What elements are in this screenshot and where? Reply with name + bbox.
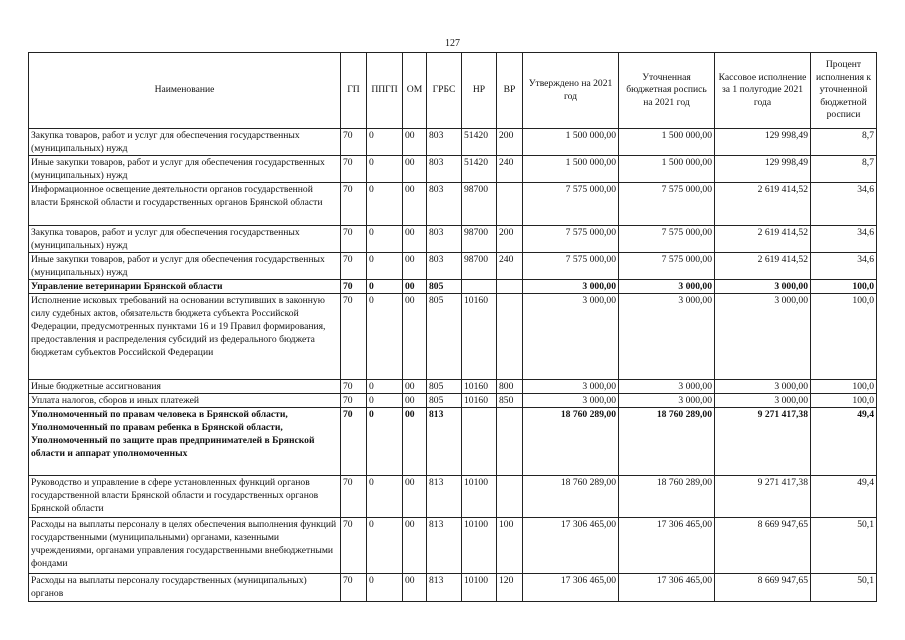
cell-col-nr: 98700 bbox=[462, 183, 497, 226]
cell-col-om: 00 bbox=[403, 156, 427, 183]
cell-col-vr: 850 bbox=[497, 394, 523, 408]
table-row bbox=[29, 408, 877, 476]
cell-col-ppgp: 0 bbox=[367, 183, 403, 226]
cell-col-refined: 17 306 465,00 bbox=[619, 574, 715, 602]
cell-col-approved: 1 500 000,00 bbox=[523, 129, 619, 156]
cell-col-ppgp: 0 bbox=[367, 156, 403, 183]
cell-col-gp: 70 bbox=[341, 183, 367, 226]
cell-col-ppgp: 0 bbox=[367, 518, 403, 574]
cell-col-approved: 1 500 000,00 bbox=[523, 156, 619, 183]
cell-col-cash: 2 619 414,52 bbox=[715, 183, 811, 226]
cell-col-refined: 3 000,00 bbox=[619, 380, 715, 394]
cell-col-grbs: 803 bbox=[427, 129, 462, 156]
cell-col-cash: 3 000,00 bbox=[715, 280, 811, 294]
cell-col-grbs: 803 bbox=[427, 226, 462, 253]
cell-col-nr: 10160 bbox=[462, 394, 497, 408]
cell-col-grbs: 813 bbox=[427, 408, 462, 476]
cell-col-percent: 8,7 bbox=[811, 156, 877, 183]
cell-col-percent: 8,7 bbox=[811, 129, 877, 156]
header-col-name: Наименование bbox=[29, 53, 341, 129]
cell-col-percent: 100,0 bbox=[811, 280, 877, 294]
cell-col-cash: 9 271 417,38 bbox=[715, 476, 811, 518]
cell-col-approved: 18 760 289,00 bbox=[523, 476, 619, 518]
table-row bbox=[29, 294, 877, 380]
table-row bbox=[29, 518, 877, 574]
cell-col-om: 00 bbox=[403, 280, 427, 294]
header-col-grbs: ГРБС bbox=[427, 53, 462, 129]
cell-col-vr bbox=[497, 476, 523, 518]
cell-col-vr: 200 bbox=[497, 226, 523, 253]
cell-col-ppgp: 0 bbox=[367, 476, 403, 518]
cell-col-name: Управление ветеринарии Брянской области bbox=[29, 280, 341, 294]
cell-col-ppgp: 0 bbox=[367, 226, 403, 253]
cell-col-approved: 3 000,00 bbox=[523, 394, 619, 408]
cell-col-om: 00 bbox=[403, 518, 427, 574]
cell-col-om: 00 bbox=[403, 408, 427, 476]
cell-col-cash: 3 000,00 bbox=[715, 380, 811, 394]
cell-col-approved: 7 575 000,00 bbox=[523, 226, 619, 253]
cell-col-approved: 3 000,00 bbox=[523, 380, 619, 394]
cell-col-name: Иные закупки товаров, работ и услуг для обеспечения государственных (муниципальных) нужд bbox=[29, 156, 341, 183]
cell-col-vr bbox=[497, 183, 523, 226]
cell-col-refined: 7 575 000,00 bbox=[619, 253, 715, 280]
cell-col-nr: 10160 bbox=[462, 294, 497, 380]
cell-col-percent: 49,4 bbox=[811, 408, 877, 476]
cell-col-vr bbox=[497, 408, 523, 476]
cell-col-ppgp: 0 bbox=[367, 294, 403, 380]
cell-col-percent: 100,0 bbox=[811, 380, 877, 394]
table-row bbox=[29, 476, 877, 518]
cell-col-vr: 120 bbox=[497, 574, 523, 602]
cell-col-cash: 8 669 947,65 bbox=[715, 574, 811, 602]
cell-col-name: Уполномоченный по правам человека в Брянской области, Уполномоченный по правам ребенка в Брянской области, Уполномоченный по защите прав предпринимателей в Брянской области и аппарат уполномоченных bbox=[29, 408, 341, 476]
cell-col-approved: 17 306 465,00 bbox=[523, 518, 619, 574]
cell-col-percent: 34,6 bbox=[811, 183, 877, 226]
table-row bbox=[29, 574, 877, 602]
cell-col-name: Иные бюджетные ассигнования bbox=[29, 380, 341, 394]
cell-col-refined: 1 500 000,00 bbox=[619, 156, 715, 183]
cell-col-cash: 2 619 414,52 bbox=[715, 253, 811, 280]
cell-col-refined: 18 760 289,00 bbox=[619, 476, 715, 518]
cell-col-grbs: 805 bbox=[427, 380, 462, 394]
cell-col-ppgp: 0 bbox=[367, 280, 403, 294]
cell-col-om: 00 bbox=[403, 183, 427, 226]
cell-col-nr: 51420 bbox=[462, 156, 497, 183]
cell-col-name: Информационное освещение деятельности органов государственной власти Брянской области и государственных органов Брянской области bbox=[29, 183, 341, 226]
cell-col-approved: 3 000,00 bbox=[523, 280, 619, 294]
cell-col-vr: 200 bbox=[497, 129, 523, 156]
cell-col-refined: 18 760 289,00 bbox=[619, 408, 715, 476]
cell-col-refined: 3 000,00 bbox=[619, 294, 715, 380]
table-row bbox=[29, 394, 877, 408]
header-col-refined: Уточненная бюджетная роспись на 2021 год bbox=[619, 53, 715, 129]
cell-col-ppgp: 0 bbox=[367, 253, 403, 280]
cell-col-name: Руководство и управление в сфере установленных функций органов государственной власти Брянской области и государственных органов Брянской области bbox=[29, 476, 341, 518]
header-col-approved: Утверждено на 2021 год bbox=[523, 53, 619, 129]
cell-col-om: 00 bbox=[403, 129, 427, 156]
cell-col-vr: 240 bbox=[497, 156, 523, 183]
cell-col-percent: 50,1 bbox=[811, 574, 877, 602]
cell-col-gp: 70 bbox=[341, 518, 367, 574]
cell-col-refined: 17 306 465,00 bbox=[619, 518, 715, 574]
cell-col-percent: 100,0 bbox=[811, 294, 877, 380]
cell-col-gp: 70 bbox=[341, 253, 367, 280]
header-col-vr: ВР bbox=[497, 53, 523, 129]
cell-col-grbs: 803 bbox=[427, 156, 462, 183]
cell-col-vr bbox=[497, 280, 523, 294]
cell-col-vr: 240 bbox=[497, 253, 523, 280]
cell-col-om: 00 bbox=[403, 476, 427, 518]
header-col-cash: Кассовое исполнение за 1 полугодие 2021 года bbox=[715, 53, 811, 129]
cell-col-gp: 70 bbox=[341, 156, 367, 183]
cell-col-nr: 51420 bbox=[462, 129, 497, 156]
cell-col-cash: 2 619 414,52 bbox=[715, 226, 811, 253]
cell-col-om: 00 bbox=[403, 380, 427, 394]
table-row bbox=[29, 380, 877, 394]
cell-col-gp: 70 bbox=[341, 476, 367, 518]
cell-col-vr bbox=[497, 294, 523, 380]
cell-col-cash: 129 998,49 bbox=[715, 129, 811, 156]
cell-col-grbs: 803 bbox=[427, 253, 462, 280]
cell-col-vr: 800 bbox=[497, 380, 523, 394]
header-col-nr: НР bbox=[462, 53, 497, 129]
cell-col-name: Иные закупки товаров, работ и услуг для обеспечения государственных (муниципальных) нужд bbox=[29, 253, 341, 280]
cell-col-om: 00 bbox=[403, 294, 427, 380]
cell-col-gp: 70 bbox=[341, 394, 367, 408]
cell-col-ppgp: 0 bbox=[367, 129, 403, 156]
cell-col-cash: 3 000,00 bbox=[715, 294, 811, 380]
header-col-ppgp: ППГП bbox=[367, 53, 403, 129]
cell-col-refined: 7 575 000,00 bbox=[619, 183, 715, 226]
cell-col-cash: 129 998,49 bbox=[715, 156, 811, 183]
cell-col-grbs: 805 bbox=[427, 294, 462, 380]
cell-col-gp: 70 bbox=[341, 408, 367, 476]
budget-table bbox=[28, 52, 877, 602]
cell-col-nr bbox=[462, 408, 497, 476]
cell-col-nr: 10100 bbox=[462, 574, 497, 602]
cell-col-gp: 70 bbox=[341, 226, 367, 253]
cell-col-percent: 34,6 bbox=[811, 253, 877, 280]
cell-col-nr: 10100 bbox=[462, 518, 497, 574]
cell-col-nr: 10100 bbox=[462, 476, 497, 518]
cell-col-gp: 70 bbox=[341, 280, 367, 294]
table-row bbox=[29, 253, 877, 280]
cell-col-om: 00 bbox=[403, 253, 427, 280]
cell-col-percent: 50,1 bbox=[811, 518, 877, 574]
cell-col-name: Закупка товаров, работ и услуг для обеспечения государственных (муниципальных) нужд bbox=[29, 129, 341, 156]
table-row bbox=[29, 129, 877, 156]
cell-col-ppgp: 0 bbox=[367, 408, 403, 476]
cell-col-cash: 3 000,00 bbox=[715, 394, 811, 408]
cell-col-ppgp: 0 bbox=[367, 394, 403, 408]
cell-col-name: Расходы на выплаты персоналу в целях обеспечения выполнения функций государственными (муниципальными) органами, казенными учреждениями, органами управления государственными внебюджетными фондами bbox=[29, 518, 341, 574]
cell-col-gp: 70 bbox=[341, 129, 367, 156]
cell-col-name: Исполнение исковых требований на основании вступивших в законную силу судебных актов, обязательств бюджета субъекта Российской Федерации, предусмотренных пунктами 16 и 19 Правил формирования, предоставления и распределения субсидий из федерального бюджета бюджетам субъектов Российской Федерации bbox=[29, 294, 341, 380]
cell-col-gp: 70 bbox=[341, 574, 367, 602]
cell-col-percent: 100,0 bbox=[811, 394, 877, 408]
cell-col-ppgp: 0 bbox=[367, 380, 403, 394]
cell-col-gp: 70 bbox=[341, 294, 367, 380]
header-col-gp: ГП bbox=[341, 53, 367, 129]
cell-col-name: Расходы на выплаты персоналу государственных (муниципальных) органов bbox=[29, 574, 341, 602]
cell-col-name: Закупка товаров, работ и услуг для обеспечения государственных (муниципальных) нужд bbox=[29, 226, 341, 253]
cell-col-om: 00 bbox=[403, 394, 427, 408]
table-header-row bbox=[29, 53, 877, 129]
cell-col-refined: 3 000,00 bbox=[619, 280, 715, 294]
table-row bbox=[29, 183, 877, 226]
cell-col-approved: 7 575 000,00 bbox=[523, 253, 619, 280]
cell-col-nr: 98700 bbox=[462, 226, 497, 253]
cell-col-grbs: 803 bbox=[427, 183, 462, 226]
cell-col-grbs: 813 bbox=[427, 476, 462, 518]
cell-col-approved: 17 306 465,00 bbox=[523, 574, 619, 602]
cell-col-grbs: 805 bbox=[427, 394, 462, 408]
cell-col-nr: 10160 bbox=[462, 380, 497, 394]
cell-col-om: 00 bbox=[403, 574, 427, 602]
cell-col-percent: 49,4 bbox=[811, 476, 877, 518]
cell-col-approved: 18 760 289,00 bbox=[523, 408, 619, 476]
cell-col-approved: 3 000,00 bbox=[523, 294, 619, 380]
cell-col-refined: 3 000,00 bbox=[619, 394, 715, 408]
cell-col-refined: 1 500 000,00 bbox=[619, 129, 715, 156]
cell-col-refined: 7 575 000,00 bbox=[619, 226, 715, 253]
cell-col-approved: 7 575 000,00 bbox=[523, 183, 619, 226]
cell-col-vr: 100 bbox=[497, 518, 523, 574]
cell-col-name: Уплата налогов, сборов и иных платежей bbox=[29, 394, 341, 408]
cell-col-om: 00 bbox=[403, 226, 427, 253]
cell-col-gp: 70 bbox=[341, 380, 367, 394]
table-row bbox=[29, 226, 877, 253]
table-row bbox=[29, 280, 877, 294]
cell-col-nr: 98700 bbox=[462, 253, 497, 280]
cell-col-grbs: 805 bbox=[427, 280, 462, 294]
cell-col-cash: 8 669 947,65 bbox=[715, 518, 811, 574]
header-col-om: ОМ bbox=[403, 53, 427, 129]
table-row bbox=[29, 156, 877, 183]
page-number: 127 bbox=[445, 38, 460, 49]
cell-col-cash: 9 271 417,38 bbox=[715, 408, 811, 476]
header-col-percent: Процент исполнения к уточненной бюджетной росписи bbox=[811, 53, 877, 129]
cell-col-nr bbox=[462, 280, 497, 294]
cell-col-grbs: 813 bbox=[427, 518, 462, 574]
cell-col-ppgp: 0 bbox=[367, 574, 403, 602]
cell-col-percent: 34,6 bbox=[811, 226, 877, 253]
cell-col-grbs: 813 bbox=[427, 574, 462, 602]
